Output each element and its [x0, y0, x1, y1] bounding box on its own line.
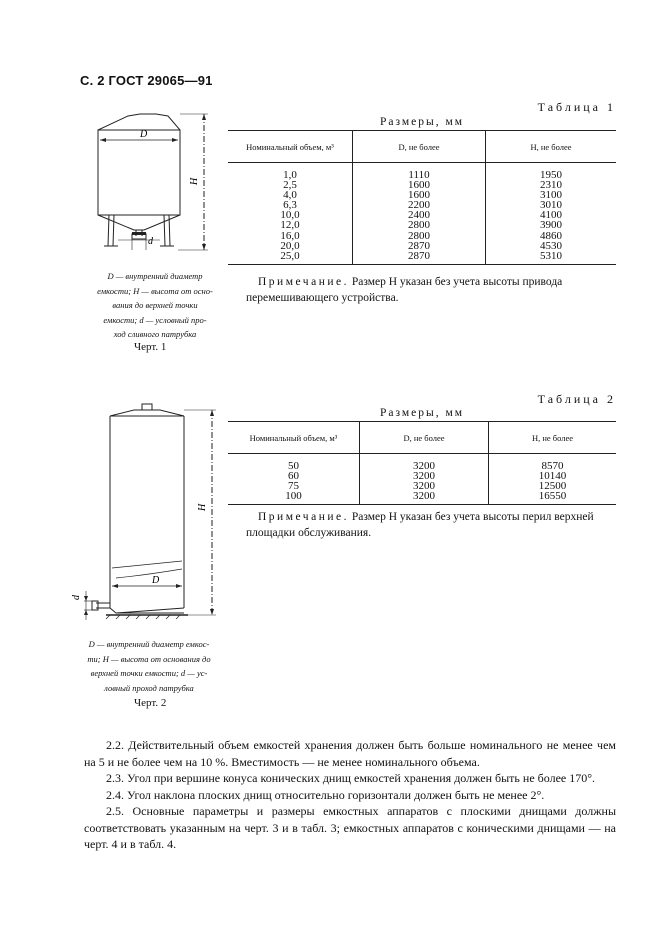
paragraph-2-5: 2.5. Основные параметры и размеры емкостных аппаратов с плоскими днищами должны соответствовать указанным на черт. 3 и в табл. 3; емкостных аппаратов с коническими днищами — на черт. 4 и в табл. 4.: [84, 804, 616, 851]
figure-2-dim-H: H: [197, 503, 208, 511]
figure-1-drawing: [88, 110, 218, 260]
figure-2-caption: D — внутренний диаметр емкос- ти; Н — высота от основания до верхней точки емкости; d — ус- ловный проход патрубка: [87, 639, 211, 693]
table-1-header-volume: Номинальный объем, м³: [228, 131, 353, 163]
paragraph-2-2: 2.2. Действительный объем емкостей хранения должен быть больше номинального не менее чем на 5 и не более чем на 10 %. Вместимость — не менее номинального объема.: [84, 738, 616, 769]
figure-1-caption: D — внутренний диаметр емкости; Н — высота от осно- вания до верхней точки емкости; d — условный про- ход сливного патрубка: [97, 271, 213, 339]
table-2-header-H: Н, не более: [489, 422, 617, 454]
figure-1-dim-H: H: [189, 177, 200, 185]
table-1-header-D: D, не более: [353, 131, 486, 163]
paragraph-2-4: 2.4. Угол наклона плоских днищ относительно горизонтали должен быть не менее 2°.: [106, 787, 545, 802]
table-2-header-volume: Номинальный объем, м³: [228, 422, 360, 454]
table-row: 12,0 2800 3900: [228, 220, 616, 230]
table-row: 1,0 1110 1950: [228, 163, 616, 181]
table-2-subtitle: Размеры, мм: [380, 407, 465, 419]
body-text: [84, 737, 616, 853]
table-1-caption: Таблица 1: [537, 100, 616, 114]
figure-2-dim-D: D: [152, 575, 160, 586]
figure-2-dim-d: d: [71, 595, 82, 600]
figure-2-drawing: [71, 403, 226, 628]
table-row: 6,3 2200 3010: [228, 200, 616, 210]
table-row: 75 3200 12500: [228, 481, 616, 491]
table-row: 100 3200 16550: [228, 491, 616, 505]
table-2-header-D: D, не более: [360, 422, 489, 454]
table-1-note-label: Примечание.: [258, 276, 349, 288]
table-2-note: [246, 509, 618, 541]
table-2-note-label: Примечание.: [258, 511, 349, 523]
table-1-note: [246, 274, 618, 306]
table-2: [228, 421, 616, 505]
table-2-caption: Таблица 2: [537, 392, 616, 406]
table-1-header-H: Н, не более: [486, 131, 617, 163]
figure-1-dim-D: D: [140, 129, 148, 140]
table-row: 50 3200 8570: [228, 454, 616, 472]
table-row: 4,0 1600 3100: [228, 190, 616, 200]
figure-1-dim-d: d: [148, 236, 153, 247]
table-row: 25,0 2870 5310: [228, 251, 616, 265]
paragraph-2-3: 2.3. Угол при вершине конуса конических днищ емкостей хранения должен быть не более 170°.: [106, 771, 596, 785]
table-1-subtitle: Размеры, мм: [380, 116, 465, 128]
page-header: С. 2 ГОСТ 29065—91: [80, 73, 213, 88]
table-row: 2,5 1600 2310: [228, 180, 616, 190]
table-row: 60 3200 10140: [228, 471, 616, 481]
table-row: 16,0 2800 4860: [228, 231, 616, 241]
figure-2-label: Черт. 2: [134, 697, 167, 709]
table-row: 20,0 2870 4530: [228, 241, 616, 251]
table-1: [228, 130, 616, 265]
table-2-note-text: Размер Н указан без учета высоты перил верхней площадки обслуживания.: [246, 511, 594, 539]
table-1-note-text: Размер Н указан без учета высоты привода перемешивающего устройства.: [246, 276, 563, 304]
figure-1-label: Черт. 1: [134, 341, 167, 353]
table-row: 10,0 2400 4100: [228, 210, 616, 220]
